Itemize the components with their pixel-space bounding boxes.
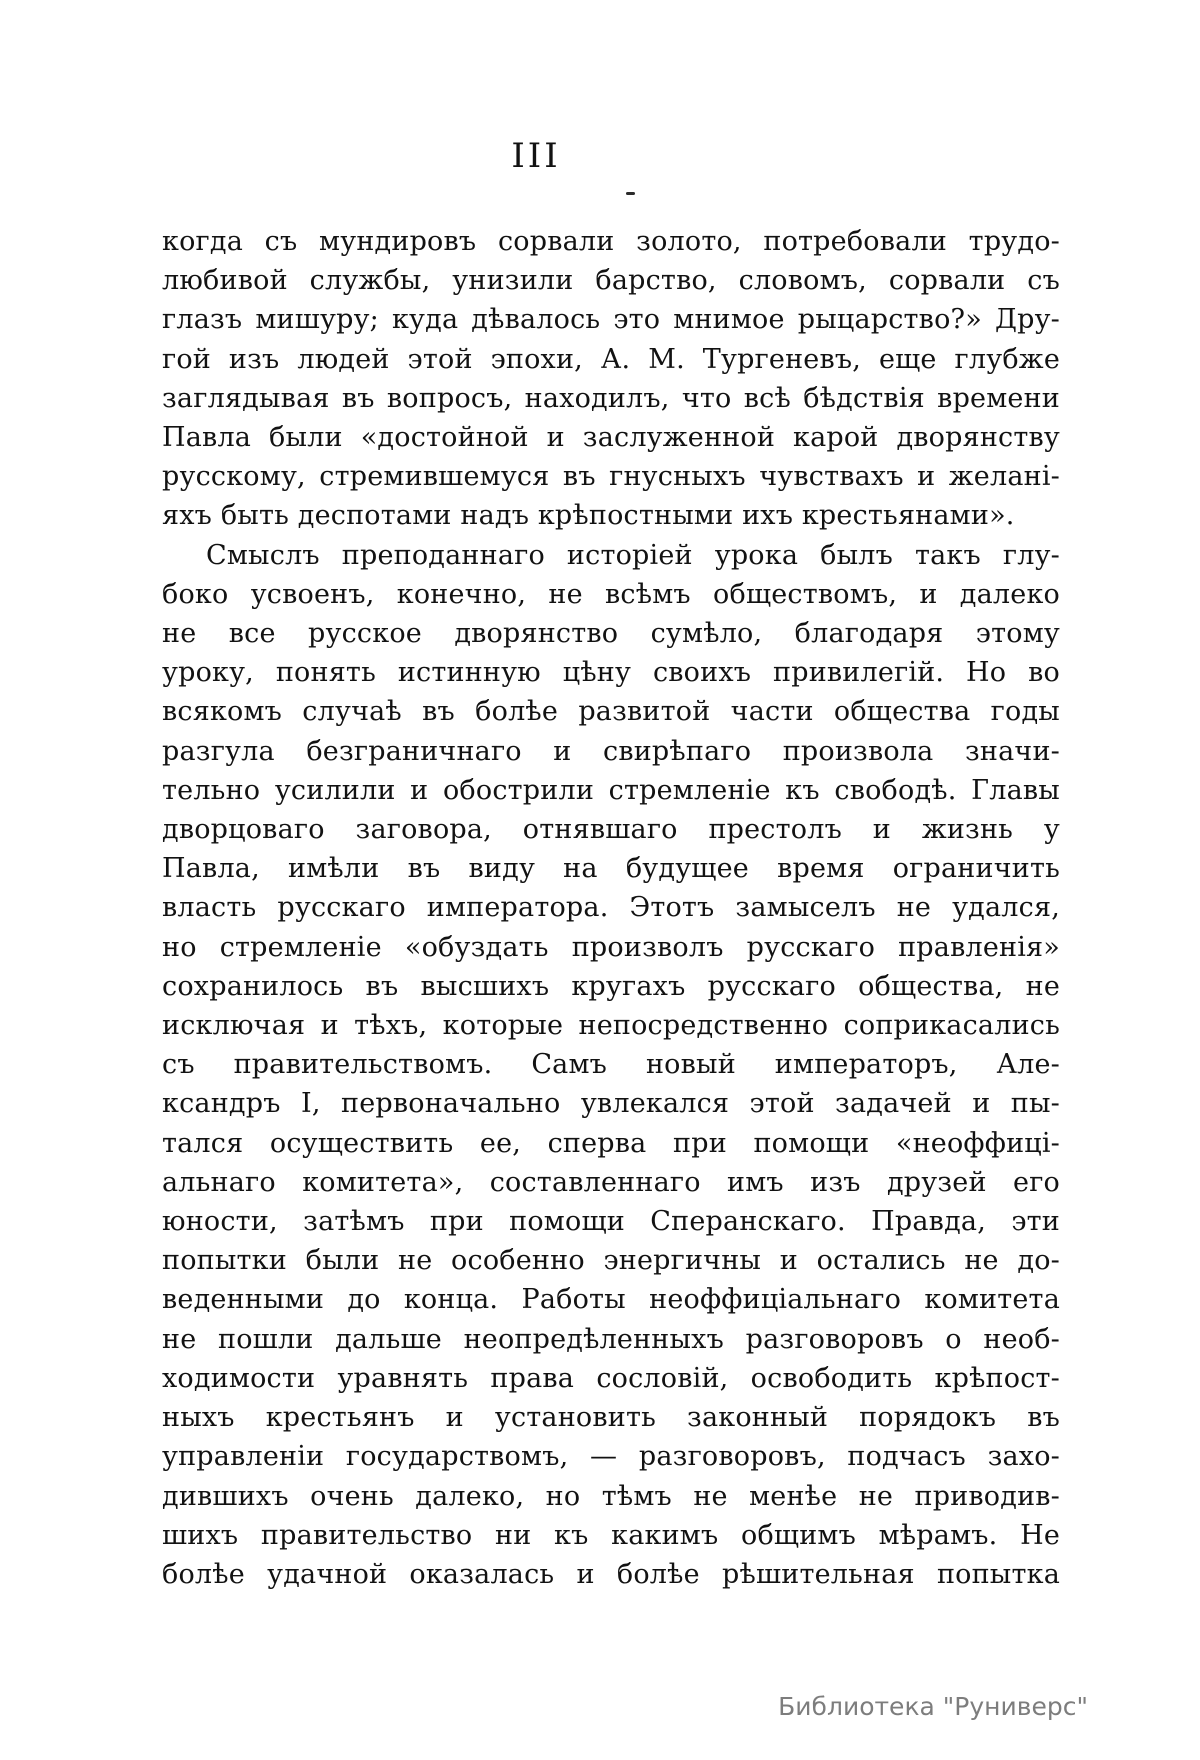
text-line: альнаго комитета», составленнаго имъ изъ друзей его (162, 1166, 1060, 1198)
text-line: но стремленіе «обуздать произволъ русскаго правленія» (162, 931, 1060, 963)
text-line: шихъ правительство ни къ какимъ общимъ мѣрамъ. Не (162, 1519, 1060, 1551)
text-line: болѣе удачной оказалась и болѣе рѣшительная попытка (162, 1558, 1060, 1590)
text-line: боко усвоенъ, конечно, не всѣмъ обществомъ, и далеко (162, 578, 1060, 610)
text-line: исключая и тѣхъ, которые непосредственно соприкасались (162, 1010, 1060, 1042)
text-line: яхъ быть деспотами надъ крѣпостными ихъ крестьянами». (162, 500, 1015, 532)
text-line: дворцоваго заговора, отнявшаго престолъ и жизнь у (162, 814, 1060, 846)
text-line: попытки были не особенно энергичны и остались не до- (162, 1245, 1060, 1277)
text-line: всякомъ случаѣ въ болѣе развитой части общества годы (162, 696, 1060, 728)
text-line: веденными до конца. Работы неоффиціальнаго комитета (162, 1284, 1060, 1316)
text-line: Павла, имѣли въ виду на будущее время ограничить (162, 853, 1060, 885)
text-line: русскому, стремившемуся въ гнусныхъ чувствахъ и желані- (162, 461, 1060, 493)
text-line: съ правительствомъ. Самъ новый императоръ, Але- (162, 1049, 1060, 1081)
library-watermark: Библиотека "Руниверс" (778, 1692, 1088, 1721)
text-line: разгула безграничнаго и свирѣпаго произвола значи- (162, 735, 1060, 767)
text-line: Смыслъ преподаннаго исторіей урока былъ такъ глу- (206, 539, 1060, 571)
text-line: дившихъ очень далеко, но тѣмъ не менѣе не приводив- (162, 1480, 1060, 1512)
text-line: управленіи государствомъ, — разговоровъ, подчасъ захо- (162, 1441, 1060, 1473)
body-text-block (162, 222, 1060, 1594)
text-line: любивой службы, унизили барство, словомъ, сорвали съ (162, 265, 1060, 297)
text-line: когда съ мундировъ сорвали золото, потребовали трудо- (162, 226, 1060, 257)
scan-speck (626, 192, 635, 195)
page-number: III (511, 136, 561, 176)
text-line: юности, затѣмъ при помощи Сперанскаго. Правда, эти (162, 1206, 1060, 1238)
text-line: Павла были «достойной и заслуженной карой дворянству (162, 422, 1060, 454)
text-line: сохранилось въ высшихъ кругахъ русскаго общества, не (162, 970, 1060, 1002)
text-line: заглядывая въ вопросъ, находилъ, что всѣ бѣдствія времени (162, 382, 1060, 414)
text-line: ходимости уравнять права сословій, освободить крѣпост- (162, 1362, 1060, 1394)
text-line: тался осуществить ее, сперва при помощи «неоффиці- (162, 1127, 1060, 1159)
text-line: глазъ мишуру; куда дѣвалось это мнимое рыцарство?» Дру- (162, 304, 1060, 336)
text-line: не все русское дворянство сумѣло, благодаря этому (162, 618, 1060, 650)
text-line: гой изъ людей этой эпохи, А. М. Тургеневъ, еще глубже (162, 343, 1060, 375)
text-line: ксандръ I, первоначально увлекался этой задачей и пы- (162, 1088, 1060, 1120)
text-line: не пошли дальше неопредѣленныхъ разговоровъ о необ- (162, 1323, 1060, 1355)
text-line: власть русскаго императора. Этотъ замыселъ не удался, (162, 892, 1060, 924)
text-line: тельно усилили и обострили стремленіе къ свободѣ. Главы (162, 774, 1060, 806)
text-line: уроку, понять истинную цѣну своихъ привилегій. Но во (162, 657, 1060, 689)
text-line: ныхъ крестьянъ и установить законный порядокъ въ (162, 1402, 1060, 1434)
